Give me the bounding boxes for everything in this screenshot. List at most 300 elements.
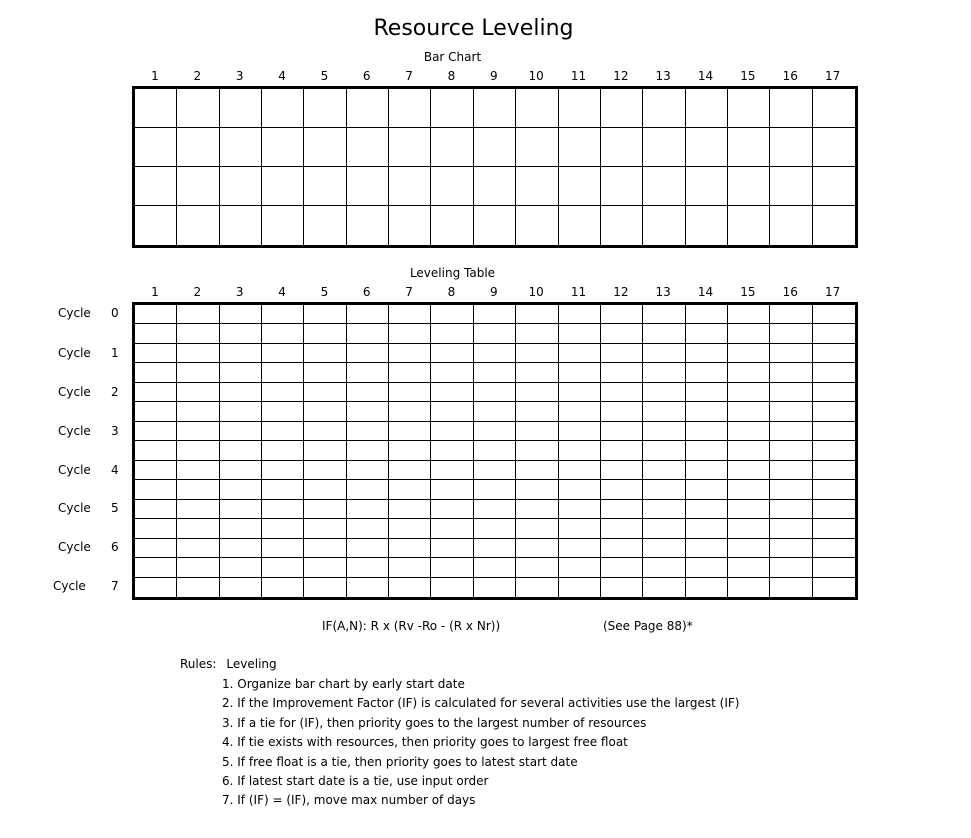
grid-cell bbox=[220, 402, 262, 421]
grid-cell bbox=[770, 167, 812, 206]
grid-cell bbox=[262, 402, 304, 421]
grid-cell bbox=[135, 480, 177, 499]
grid-cell bbox=[177, 441, 219, 460]
column-number: 5 bbox=[320, 285, 329, 299]
grid-cell bbox=[177, 480, 219, 499]
grid-cell bbox=[770, 539, 812, 558]
grid-cell bbox=[728, 344, 770, 363]
grid-cell bbox=[262, 558, 304, 577]
grid-cell bbox=[686, 500, 728, 519]
grid-cell bbox=[389, 539, 431, 558]
grid-cell bbox=[135, 128, 177, 167]
cycle-number: 5 bbox=[111, 501, 119, 515]
grid-cell bbox=[389, 324, 431, 343]
grid-cell bbox=[813, 578, 855, 597]
grid-cell bbox=[304, 128, 346, 167]
column-number: 3 bbox=[235, 69, 244, 83]
grid-cell bbox=[813, 206, 855, 245]
column-number: 15 bbox=[740, 69, 756, 83]
grid-cell bbox=[474, 344, 516, 363]
grid-cell bbox=[728, 578, 770, 597]
grid-cell bbox=[474, 167, 516, 206]
grid-cell bbox=[601, 500, 643, 519]
column-number: 2 bbox=[193, 69, 202, 83]
cycle-number: 7 bbox=[111, 579, 119, 593]
grid-cell bbox=[347, 206, 389, 245]
grid-cell bbox=[347, 324, 389, 343]
grid-cell bbox=[559, 89, 601, 128]
grid-cell bbox=[601, 402, 643, 421]
grid-cell bbox=[262, 344, 304, 363]
rule-item: 1. Organize bar chart by early start date bbox=[222, 677, 465, 691]
grid-cell bbox=[474, 441, 516, 460]
grid-cell bbox=[686, 167, 728, 206]
grid-cell bbox=[177, 167, 219, 206]
grid-cell bbox=[559, 519, 601, 538]
grid-cell bbox=[516, 480, 558, 499]
grid-cell bbox=[220, 558, 262, 577]
grid-cell bbox=[389, 89, 431, 128]
grid-cell bbox=[262, 383, 304, 402]
grid-cell bbox=[559, 206, 601, 245]
grid-cell bbox=[559, 344, 601, 363]
grid-cell bbox=[262, 89, 304, 128]
grid-cell bbox=[516, 539, 558, 558]
grid-cell bbox=[686, 519, 728, 538]
grid-cell bbox=[559, 500, 601, 519]
grid-cell bbox=[389, 558, 431, 577]
grid-cell bbox=[559, 363, 601, 382]
column-number: 14 bbox=[697, 69, 714, 83]
grid-cell bbox=[431, 480, 473, 499]
grid-cell bbox=[220, 167, 262, 206]
grid-cell bbox=[601, 363, 643, 382]
column-number: 4 bbox=[278, 285, 286, 299]
grid-cell bbox=[389, 578, 431, 597]
grid-cell bbox=[474, 89, 516, 128]
grid-cell bbox=[177, 305, 219, 324]
grid-cell bbox=[220, 89, 262, 128]
grid-cell bbox=[813, 363, 855, 382]
column-number: 5 bbox=[320, 69, 329, 83]
grid-cell bbox=[431, 422, 473, 441]
grid-cell bbox=[431, 461, 473, 480]
grid-cell bbox=[304, 383, 346, 402]
grid-cell bbox=[516, 324, 558, 343]
leveling-table-grid bbox=[132, 302, 858, 600]
cycle-word: Cycle bbox=[53, 579, 86, 593]
grid-cell bbox=[431, 344, 473, 363]
cycle-word: Cycle bbox=[58, 501, 91, 515]
grid-cell bbox=[516, 558, 558, 577]
column-number: 1 bbox=[151, 285, 159, 299]
grid-cell bbox=[813, 539, 855, 558]
grid-cell bbox=[135, 363, 177, 382]
grid-cell bbox=[389, 167, 431, 206]
grid-cell bbox=[728, 422, 770, 441]
column-number: 15 bbox=[740, 285, 756, 299]
grid-cell bbox=[770, 500, 812, 519]
grid-cell bbox=[474, 519, 516, 538]
grid-cell bbox=[220, 480, 262, 499]
grid-cell bbox=[686, 324, 728, 343]
grid-cell bbox=[770, 578, 812, 597]
grid-cell bbox=[686, 305, 728, 324]
grid-cell bbox=[474, 206, 516, 245]
grid-cell bbox=[262, 500, 304, 519]
grid-cell bbox=[813, 441, 855, 460]
grid-cell bbox=[813, 558, 855, 577]
column-number: 12 bbox=[613, 69, 629, 83]
column-number: 6 bbox=[362, 69, 371, 83]
column-number: 9 bbox=[489, 285, 498, 299]
improvement-factor-formula: IF(A,N): R x (Rv -Ro - (R x Nr)) bbox=[322, 619, 501, 633]
grid-cell bbox=[177, 344, 219, 363]
grid-cell bbox=[304, 89, 346, 128]
column-number: 13 bbox=[655, 285, 671, 299]
rules-heading bbox=[180, 656, 277, 672]
grid-cell bbox=[304, 500, 346, 519]
grid-cell bbox=[135, 206, 177, 245]
grid-cell bbox=[601, 480, 643, 499]
grid-cell bbox=[431, 128, 473, 167]
grid-cell bbox=[431, 402, 473, 421]
grid-cell bbox=[728, 500, 770, 519]
grid-cell bbox=[431, 441, 473, 460]
grid-cell bbox=[559, 383, 601, 402]
grid-cell bbox=[474, 402, 516, 421]
grid-cell bbox=[559, 539, 601, 558]
grid-cell bbox=[347, 402, 389, 421]
grid-cell bbox=[220, 383, 262, 402]
grid-cell bbox=[516, 383, 558, 402]
grid-cell bbox=[516, 89, 558, 128]
leveling-table-label: Leveling Table bbox=[409, 266, 496, 280]
grid-cell bbox=[389, 441, 431, 460]
grid-cell bbox=[686, 578, 728, 597]
grid-cell bbox=[813, 480, 855, 499]
grid-cell bbox=[770, 402, 812, 421]
grid-cell bbox=[686, 441, 728, 460]
grid-cell bbox=[559, 167, 601, 206]
grid-cell bbox=[770, 383, 812, 402]
column-number: 11 bbox=[570, 285, 587, 299]
page-title: Resource Leveling bbox=[373, 16, 574, 41]
grid-cell bbox=[601, 324, 643, 343]
grid-cell bbox=[220, 324, 262, 343]
grid-cell bbox=[686, 558, 728, 577]
grid-cell bbox=[516, 500, 558, 519]
grid-cell bbox=[643, 383, 685, 402]
grid-cell bbox=[686, 539, 728, 558]
cycle-number: 4 bbox=[111, 463, 119, 477]
grid-cell bbox=[431, 578, 473, 597]
grid-cell bbox=[728, 363, 770, 382]
cycle-word: Cycle bbox=[58, 540, 91, 554]
bar-chart-grid bbox=[132, 86, 858, 248]
grid-cell bbox=[177, 539, 219, 558]
grid-cell bbox=[389, 383, 431, 402]
rule-item: 4. If tie exists with resources, then priority goes to largest free float bbox=[222, 735, 628, 750]
grid-cell bbox=[559, 402, 601, 421]
grid-cell bbox=[347, 89, 389, 128]
column-number: 16 bbox=[782, 69, 798, 83]
cycle-word: Cycle bbox=[58, 424, 91, 438]
grid-cell bbox=[643, 402, 685, 421]
grid-cell bbox=[516, 363, 558, 382]
grid-cell bbox=[601, 558, 643, 577]
grid-cell bbox=[177, 578, 219, 597]
grid-cell bbox=[770, 324, 812, 343]
grid-cell bbox=[728, 167, 770, 206]
column-number: 7 bbox=[405, 69, 413, 83]
grid-cell bbox=[177, 128, 219, 167]
grid-cell bbox=[262, 441, 304, 460]
grid-cell bbox=[728, 480, 770, 499]
column-number: 2 bbox=[193, 285, 202, 299]
grid-cell bbox=[304, 441, 346, 460]
grid-cell bbox=[686, 128, 728, 167]
grid-cell bbox=[304, 422, 346, 441]
grid-cell bbox=[135, 461, 177, 480]
grid-cell bbox=[262, 480, 304, 499]
grid-cell bbox=[474, 422, 516, 441]
grid-cell bbox=[220, 519, 262, 538]
rules-list bbox=[222, 676, 739, 812]
grid-cell bbox=[177, 363, 219, 382]
grid-cell bbox=[770, 206, 812, 245]
grid-cell bbox=[601, 539, 643, 558]
grid-cell bbox=[474, 539, 516, 558]
grid-cell bbox=[643, 578, 685, 597]
grid-cell bbox=[389, 461, 431, 480]
grid-cell bbox=[643, 480, 685, 499]
grid-cell bbox=[304, 578, 346, 597]
grid-cell bbox=[559, 480, 601, 499]
grid-cell bbox=[347, 422, 389, 441]
grid-cell bbox=[431, 363, 473, 382]
grid-cell bbox=[601, 305, 643, 324]
grid-cell bbox=[304, 480, 346, 499]
grid-cell bbox=[304, 461, 346, 480]
grid-cell bbox=[728, 305, 770, 324]
grid-cell bbox=[770, 519, 812, 538]
grid-cell bbox=[135, 383, 177, 402]
grid-cell bbox=[728, 461, 770, 480]
cycle-word: Cycle bbox=[58, 346, 91, 360]
grid-cell bbox=[516, 344, 558, 363]
grid-cell bbox=[177, 324, 219, 343]
grid-cell bbox=[728, 558, 770, 577]
grid-cell bbox=[516, 167, 558, 206]
grid-cell bbox=[559, 324, 601, 343]
rule-item: 6. If latest start date is a tie, use input order bbox=[222, 773, 489, 788]
grid-cell bbox=[601, 519, 643, 538]
grid-cell bbox=[686, 383, 728, 402]
grid-cell bbox=[813, 324, 855, 343]
grid-cell bbox=[643, 344, 685, 363]
grid-cell bbox=[516, 422, 558, 441]
grid-cell bbox=[220, 305, 262, 324]
grid-cell bbox=[347, 344, 389, 363]
grid-cell bbox=[770, 305, 812, 324]
grid-cell bbox=[686, 422, 728, 441]
bar-chart-column-numbers bbox=[134, 68, 854, 84]
grid-cell bbox=[813, 383, 855, 402]
grid-cell bbox=[601, 383, 643, 402]
grid-cell bbox=[601, 89, 643, 128]
grid-cell bbox=[728, 324, 770, 343]
grid-cell bbox=[431, 167, 473, 206]
grid-cell bbox=[516, 519, 558, 538]
grid-cell bbox=[431, 500, 473, 519]
grid-cell bbox=[559, 558, 601, 577]
page-reference: (See Page 88)* bbox=[603, 619, 693, 633]
grid-cell bbox=[474, 383, 516, 402]
grid-cell bbox=[770, 344, 812, 363]
grid-cell bbox=[389, 206, 431, 245]
grid-cell bbox=[262, 206, 304, 245]
grid-cell bbox=[516, 441, 558, 460]
grid-cell bbox=[728, 402, 770, 421]
grid-cell bbox=[304, 539, 346, 558]
grid-cell bbox=[686, 89, 728, 128]
grid-cell bbox=[516, 305, 558, 324]
cycle-number: 0 bbox=[111, 306, 119, 320]
grid-cell bbox=[474, 558, 516, 577]
grid-cell bbox=[262, 324, 304, 343]
grid-cell bbox=[474, 324, 516, 343]
grid-cell bbox=[474, 480, 516, 499]
grid-cell bbox=[559, 305, 601, 324]
grid-cell bbox=[559, 441, 601, 460]
grid-cell bbox=[770, 441, 812, 460]
grid-cell bbox=[304, 206, 346, 245]
grid-cell bbox=[177, 422, 219, 441]
column-number: 17 bbox=[824, 69, 841, 83]
grid-cell bbox=[770, 89, 812, 128]
grid-cell bbox=[813, 519, 855, 538]
grid-cell bbox=[601, 167, 643, 206]
grid-cell bbox=[177, 402, 219, 421]
grid-cell bbox=[431, 206, 473, 245]
rules-label: Rules: bbox=[180, 657, 217, 671]
column-number: 10 bbox=[528, 285, 544, 299]
bar-chart-label: Bar Chart bbox=[423, 50, 482, 64]
grid-cell bbox=[220, 128, 262, 167]
grid-cell bbox=[135, 500, 177, 519]
grid-cell bbox=[686, 206, 728, 245]
grid-cell bbox=[135, 167, 177, 206]
grid-cell bbox=[643, 128, 685, 167]
grid-cell bbox=[643, 89, 685, 128]
grid-cell bbox=[601, 128, 643, 167]
cycle-word: Cycle bbox=[58, 385, 91, 399]
grid-cell bbox=[135, 519, 177, 538]
grid-cell bbox=[686, 363, 728, 382]
grid-cell bbox=[813, 461, 855, 480]
grid-cell bbox=[770, 461, 812, 480]
grid-cell bbox=[431, 305, 473, 324]
grid-cell bbox=[431, 89, 473, 128]
column-number: 8 bbox=[447, 69, 456, 83]
column-number: 14 bbox=[697, 285, 714, 299]
grid-cell bbox=[813, 344, 855, 363]
grid-cell bbox=[135, 441, 177, 460]
grid-cell bbox=[220, 500, 262, 519]
grid-cell bbox=[431, 324, 473, 343]
grid-cell bbox=[262, 363, 304, 382]
grid-cell bbox=[347, 441, 389, 460]
grid-cell bbox=[347, 539, 389, 558]
grid-cell bbox=[559, 422, 601, 441]
grid-cell bbox=[601, 206, 643, 245]
grid-cell bbox=[304, 305, 346, 324]
grid-cell bbox=[431, 558, 473, 577]
grid-cell bbox=[559, 578, 601, 597]
grid-cell bbox=[474, 305, 516, 324]
grid-cell bbox=[389, 363, 431, 382]
grid-cell bbox=[643, 305, 685, 324]
grid-cell bbox=[559, 128, 601, 167]
grid-cell bbox=[347, 128, 389, 167]
grid-cell bbox=[770, 480, 812, 499]
column-number: 11 bbox=[570, 69, 587, 83]
rule-item: 7. If (IF) = (IF), move max number of days bbox=[222, 793, 476, 808]
grid-cell bbox=[686, 461, 728, 480]
grid-cell bbox=[813, 89, 855, 128]
rules-subheading: Leveling bbox=[226, 657, 277, 671]
grid-cell bbox=[728, 206, 770, 245]
grid-cell bbox=[389, 500, 431, 519]
grid-cell bbox=[813, 305, 855, 324]
grid-cell bbox=[135, 89, 177, 128]
grid-cell bbox=[686, 402, 728, 421]
grid-cell bbox=[643, 519, 685, 538]
grid-cell bbox=[135, 422, 177, 441]
column-number: 6 bbox=[362, 285, 371, 299]
grid-cell bbox=[431, 383, 473, 402]
grid-cell bbox=[347, 578, 389, 597]
grid-cell bbox=[770, 558, 812, 577]
grid-cell bbox=[601, 422, 643, 441]
grid-cell bbox=[728, 441, 770, 460]
column-number: 8 bbox=[447, 285, 456, 299]
column-number: 4 bbox=[278, 69, 286, 83]
grid-cell bbox=[262, 578, 304, 597]
grid-cell bbox=[643, 558, 685, 577]
grid-cell bbox=[516, 402, 558, 421]
column-number: 9 bbox=[489, 69, 498, 83]
grid-cell bbox=[220, 539, 262, 558]
grid-cell bbox=[431, 539, 473, 558]
grid-cell bbox=[262, 461, 304, 480]
grid-cell bbox=[220, 461, 262, 480]
grid-cell bbox=[643, 324, 685, 343]
grid-cell bbox=[813, 167, 855, 206]
grid-cell bbox=[135, 305, 177, 324]
grid-cell bbox=[601, 578, 643, 597]
grid-cell bbox=[347, 461, 389, 480]
grid-cell bbox=[474, 578, 516, 597]
grid-cell bbox=[347, 167, 389, 206]
grid-cell bbox=[643, 539, 685, 558]
grid-cell bbox=[389, 480, 431, 499]
grid-cell bbox=[601, 344, 643, 363]
column-number: 3 bbox=[235, 285, 244, 299]
grid-cell bbox=[347, 363, 389, 382]
column-number: 16 bbox=[782, 285, 798, 299]
